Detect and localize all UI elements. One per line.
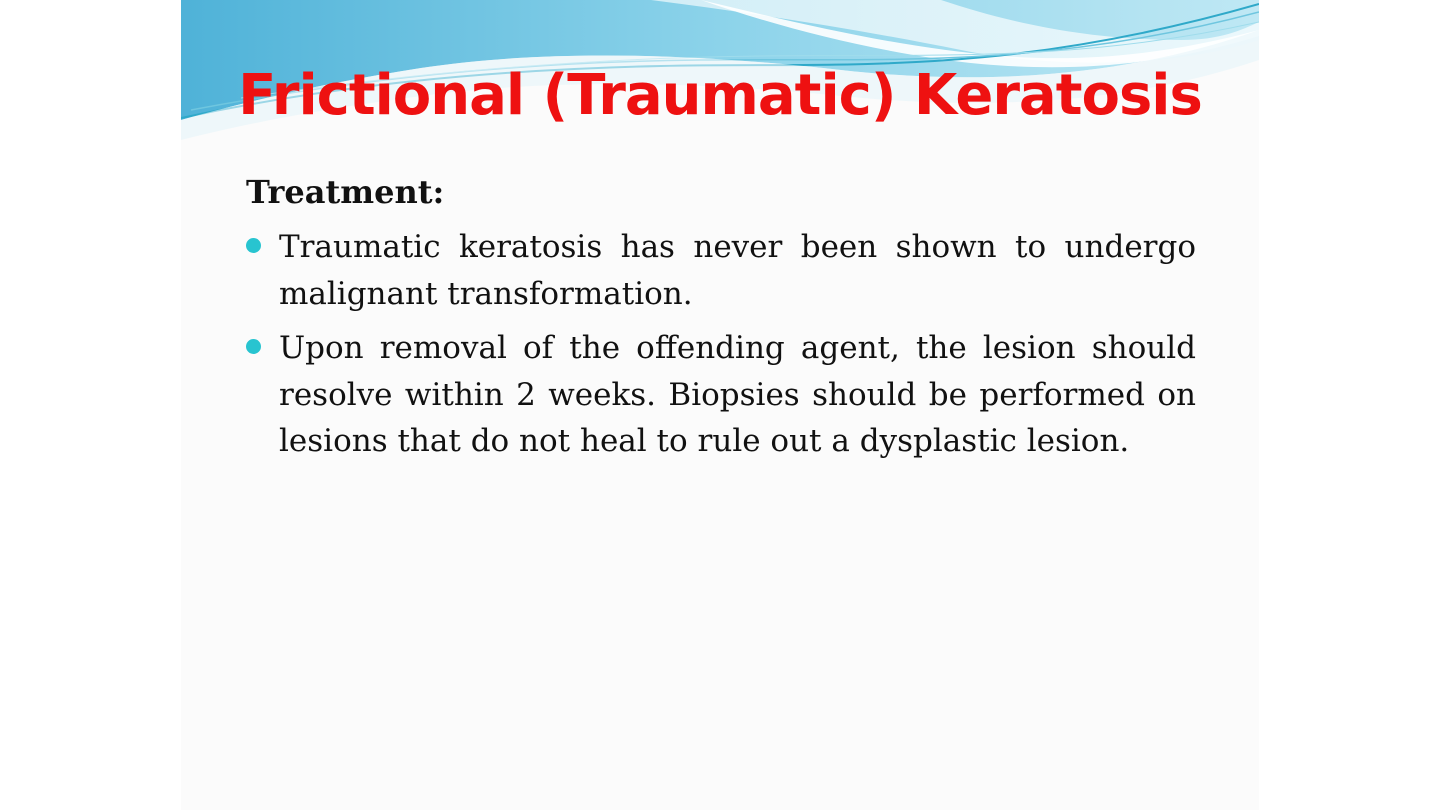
bullet-list xyxy=(246,224,1196,465)
slide-title: Frictional (Traumatic) Keratosis xyxy=(238,63,1202,128)
round-bullet-icon xyxy=(246,238,261,253)
bullet-item xyxy=(246,224,1196,317)
bullet-item xyxy=(246,325,1196,465)
section-heading: Treatment: xyxy=(246,173,445,211)
bullet-text: Upon removal of the offending agent, the lesion should resolve within 2 weeks. Biopsies should be performed on lesions that do not heal to rule out a dysplastic lesion. xyxy=(279,330,1196,459)
slide xyxy=(181,0,1259,810)
bullet-text: Traumatic keratosis has never been shown to undergo malignant transformation. xyxy=(279,229,1196,312)
slide-content xyxy=(246,168,1196,473)
round-bullet-icon xyxy=(246,339,261,354)
